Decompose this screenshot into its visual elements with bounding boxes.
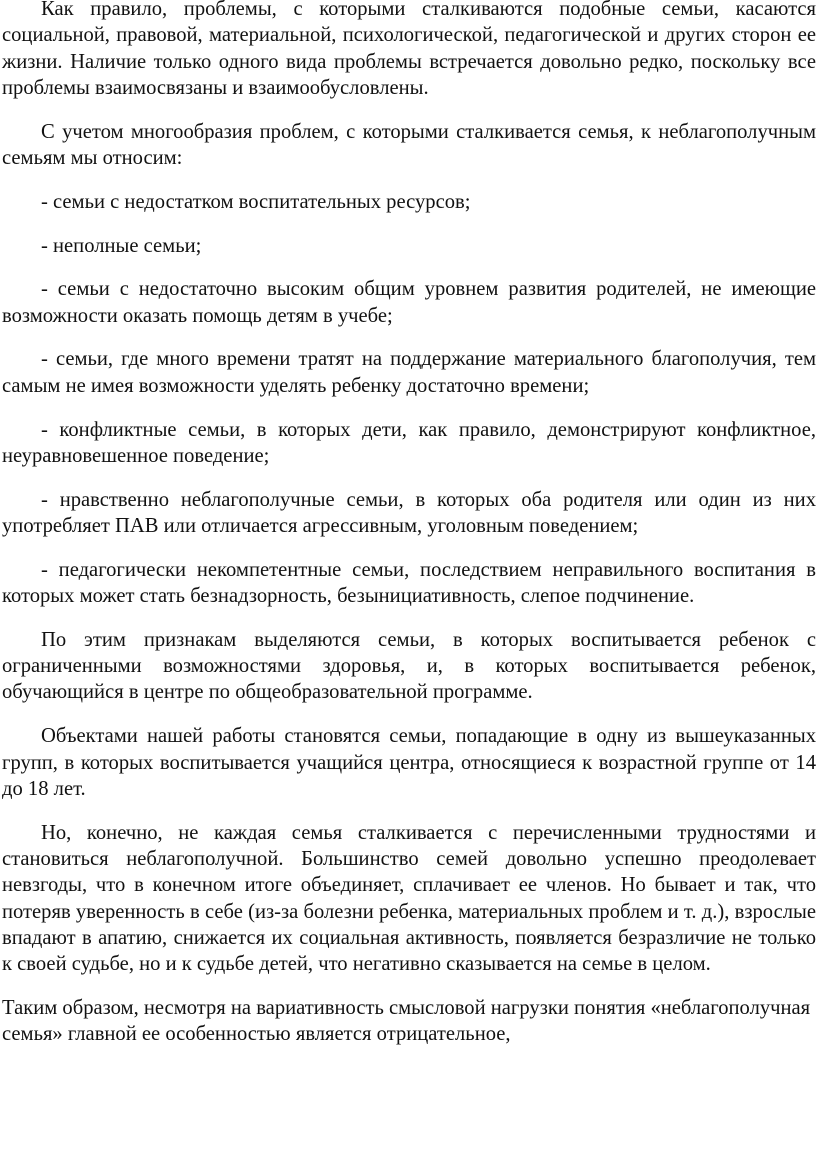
paragraph-coping: Но, конечно, не каждая семья сталкивается с перечисленными трудностями и становиться неблагополучной. Большинство семей довольно успешно преодолевает невзгоды, что в конечном итоге объединяет, сплачивает ее членов. Но бывает и так, что потеряв уверенность в себе (из-за болезни ребенка, материальных проблем и т. д.), взрослые впадают в апатию, снижается их социальная активность, появляется безразличие не только к своей судьбе, но и к судьбе детей, что негативно сказывается на семье в целом.: [2, 821, 816, 976]
paragraph-conclusion: Таким образом, несмотря на вариативность смысловой нагрузки понятия «неблагополучная семья» главной ее особенностью является отрицательное,: [2, 996, 811, 1046]
list-item-pedagogically-incompetent: - педагогически некомпетентные семьи, последствием неправильного воспитания в которых может стать безнадзорность, безынициативность, слепое подчинение.: [2, 558, 816, 608]
document-body: [2, 0, 816, 1048]
paragraph-objects: Объектами нашей работы становятся семьи, попадающие в одну из вышеуказанных групп, в которых воспитывается учащийся центра, относящиеся к возрастной группе от 14 до 18 лет.: [2, 725, 816, 800]
list-item-conflict: - конфликтные семьи, в которых дети, как правило, демонстрируют конфликтное, неуравновешенное поведение;: [2, 418, 816, 467]
paragraph-criteria: По этим признакам выделяются семьи, в которых воспитывается ребенок с ограниченными возможностями здоровья, и, в которых воспитывается ребенок, обучающийся в центре по общеобразовательной программе.: [2, 628, 816, 704]
list-item-material-focus: - семьи, где много времени тратят на поддержание материального благополучия, тем самым не имея возможности уделять ребенку достаточно времени;: [2, 348, 816, 397]
list-item-low-development: - семьи с недостаточно высоким общим уровнем развития родителей, не имеющие возможности оказать помощь детям в учебе;: [2, 278, 816, 327]
list-item-resources: - семьи с недостатком воспитательных ресурсов;: [41, 190, 471, 213]
paragraph-problems-intro: Как правило, проблемы, с которыми сталкиваются подобные семьи, касаются социальной, правовой, материальной, психологической, педагогической и других сторон ее жизни. Наличие только одного вида проблемы встречается довольно редко, поскольку все проблемы взаимосвязаны и взаимообусловлены.: [2, 0, 816, 99]
paragraph-classification-lead: С учетом многообразия проблем, с которыми сталкивается семья, к неблагополучным семьям мы относим:: [2, 120, 816, 169]
list-item-incomplete: - неполные семьи;: [41, 234, 202, 257]
list-item-morally-dysfunctional: - нравственно неблагополучные семьи, в которых оба родителя или один из них употребляет ПАВ или отличается агрессивным, уголовным поведением;: [2, 488, 816, 537]
